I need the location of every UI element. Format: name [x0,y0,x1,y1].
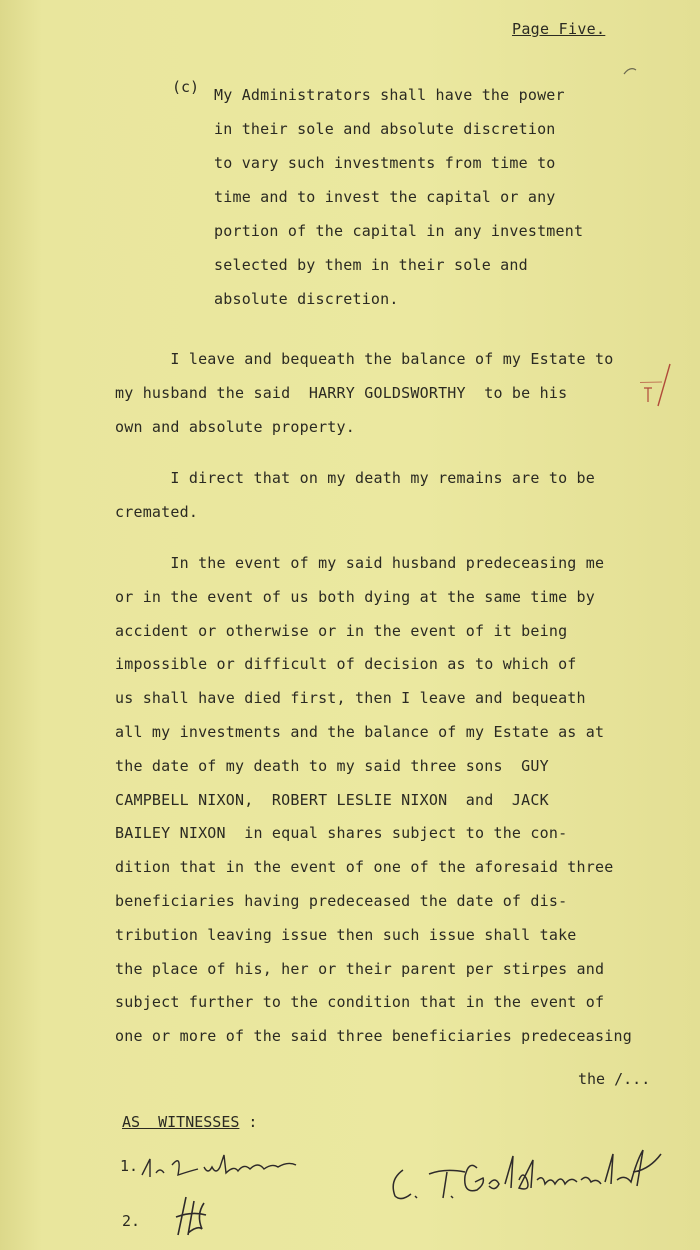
witness-number: 2. [122,1212,141,1230]
text-line: CAMPBELL NIXON, ROBERT LESLIE NIXON and JACK [115,790,549,809]
text-line: in their sole and absolute discretion [214,120,556,138]
bequest-to-husband-paragraph [115,342,675,444]
text-line: My Administrators shall have the power [214,86,565,104]
text-line: or in the event of us both dying at the same time by [115,587,595,606]
clause-c-text [214,78,654,316]
text-line: tribution leaving issue then such issue shall take [115,925,577,944]
text-line: I direct that on my death my remains are to be [115,469,595,487]
witnesses-label: AS WITNESSES [122,1113,240,1131]
text-line: subject further to the condition that in the event of [115,993,605,1012]
text-line: time and to invest the capital or any [214,188,556,206]
text-line: one or more of the said three beneficiaries predeceasing [115,1027,632,1046]
residuary-bequest-paragraph [115,547,675,1054]
text-line: selected by them in their sole and [214,256,528,274]
cremation-paragraph [115,461,675,529]
text-line: In the event of my said husband predeceasing me [115,554,605,572]
witness-number: 1. [120,1157,139,1175]
text-line: the date of my death to my said three sons GUY [115,756,549,775]
witnesses-heading [122,1113,257,1131]
text-line: cremated. [115,503,199,521]
testator-signature [385,1140,675,1210]
witness-2-signature [172,1195,212,1241]
text-line: absolute discretion. [214,290,399,308]
text-line: beneficiaries having predeceased the date of dis- [115,891,568,910]
clause-marker: (c) [172,78,200,96]
text-line: all my investments and the balance of my Estate as at [115,722,605,741]
witness-1-signature [138,1145,308,1185]
text-line: portion of the capital in any investment [214,222,584,240]
text-line: own and absolute property. [115,418,355,436]
page-number-heading: Page Five. [512,20,606,38]
text-line: us shall have died first, then I leave and bequeath [115,689,586,708]
text-line: dition that in the event of one of the aforesaid three [115,858,614,877]
text-line: BAILEY NIXON in equal shares subject to the con- [115,824,568,843]
text-line: impossible or difficult of decision as to which of [115,655,577,674]
witnesses-colon: : [239,1113,258,1131]
text-line: my husband the said HARRY GOLDSWORTHY to be his [115,384,568,402]
red-margin-mark [640,362,680,422]
catchword: the /... [578,1070,651,1088]
text-line: to vary such investments from time to [214,154,556,172]
text-line: accident or otherwise or in the event of it being [115,621,568,640]
text-line: I leave and bequeath the balance of my Estate to [115,350,614,368]
text-line: the place of his, her or their parent per stirpes and [115,959,605,978]
